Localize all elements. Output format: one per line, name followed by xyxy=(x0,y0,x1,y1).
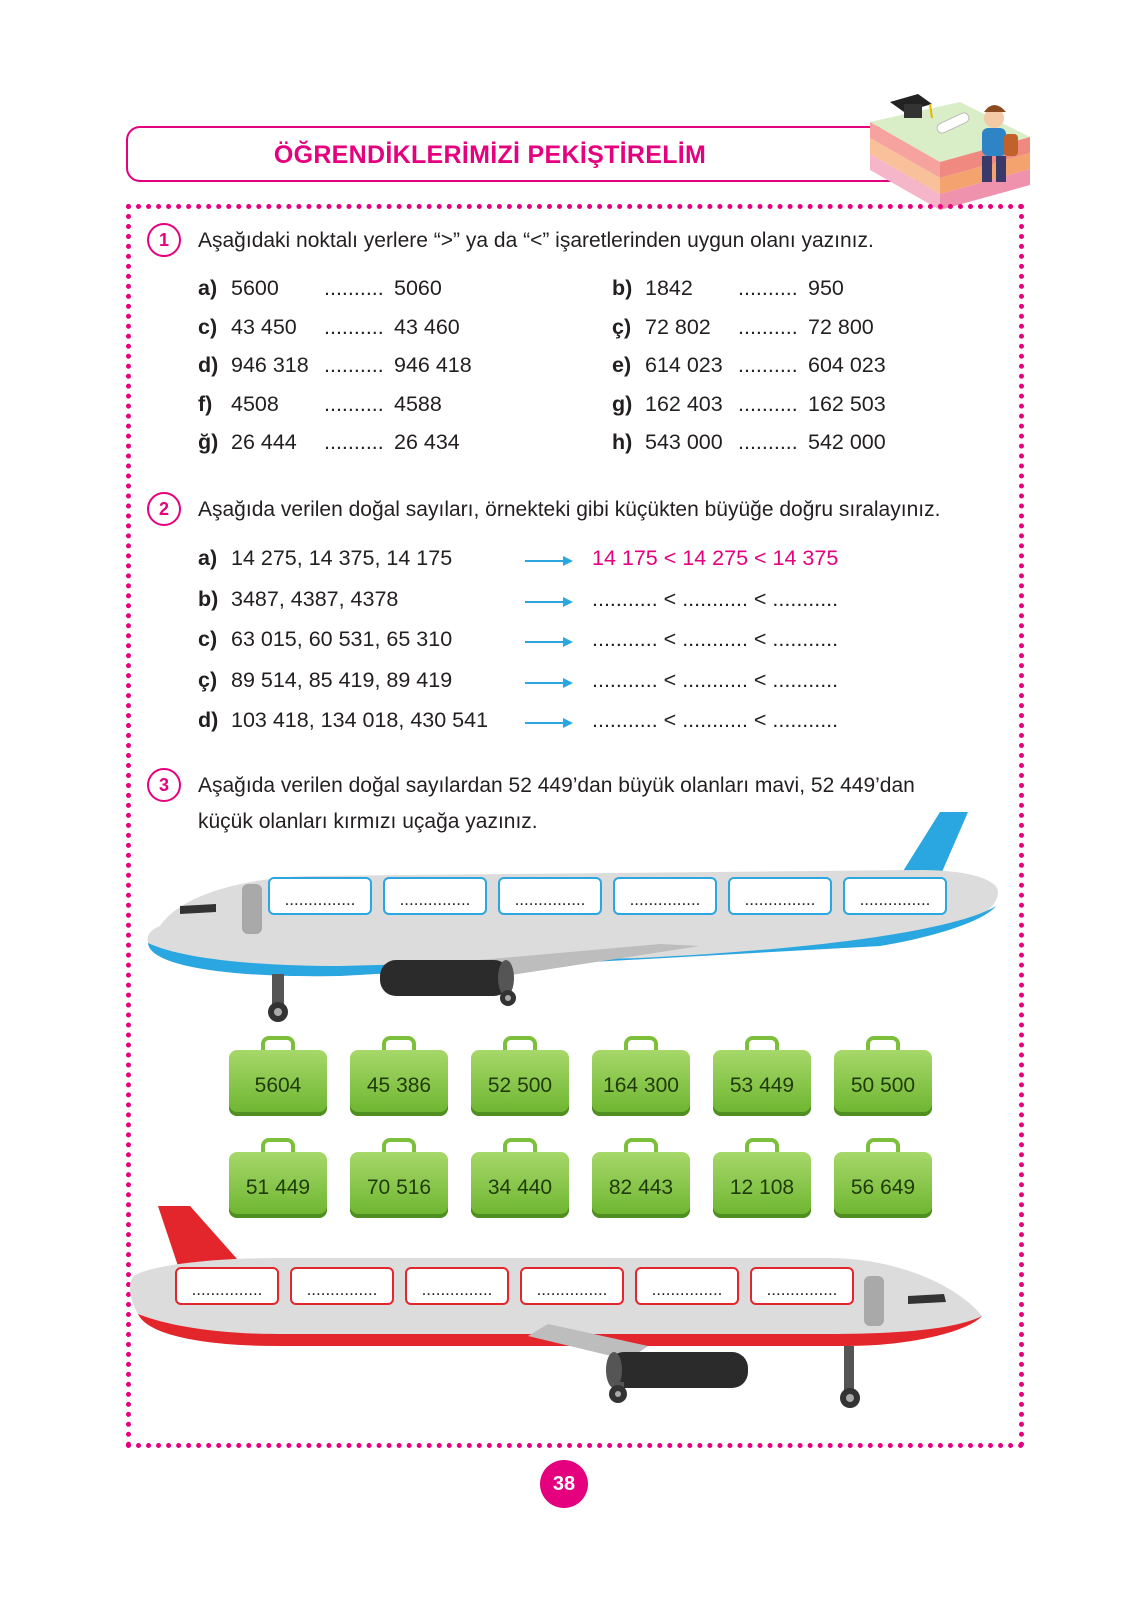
suitcase xyxy=(471,1036,569,1116)
suitcase xyxy=(592,1138,690,1218)
arrow-right-icon xyxy=(525,555,573,567)
compare-left-number: 1842 xyxy=(645,276,693,300)
suitcase-number: 45 386 xyxy=(366,1074,432,1097)
compare-right-number: 26 434 xyxy=(394,430,460,454)
compare-dots[interactable]: .......... xyxy=(738,430,798,454)
compare-dots[interactable]: .......... xyxy=(324,276,384,300)
suitcase xyxy=(350,1036,448,1116)
order-item-label: a) xyxy=(198,546,218,570)
suitcase xyxy=(592,1036,690,1116)
question-number-1: 1 xyxy=(147,223,181,257)
compare-left-number: 614 023 xyxy=(645,353,723,377)
compare-right-number: 43 460 xyxy=(394,314,460,339)
suitcase-number: 52 500 xyxy=(487,1074,553,1097)
compare-left-number: 43 450 xyxy=(231,314,297,339)
question-2-instruction: Aşağıda verilen doğal sayıları, örnekteki gibi küçükten büyüğe doğru sıralayınız. xyxy=(198,498,941,521)
suitcase-number: 70 516 xyxy=(366,1176,432,1199)
order-item-label: c) xyxy=(198,627,218,651)
compare-item-label: a) xyxy=(198,276,218,300)
compare-dots[interactable]: .......... xyxy=(324,391,384,416)
order-item-label: b) xyxy=(198,586,219,611)
question-3-instruction-line1: Aşağıda verilen doğal sayılardan 52 449’dan büyük olanları mavi, 52 449’dan xyxy=(198,774,915,797)
blue-airplane xyxy=(140,808,1000,1028)
compare-right-number: 950 xyxy=(808,276,844,300)
arrow-right-icon xyxy=(525,596,573,608)
compare-dots[interactable]: .......... xyxy=(738,314,798,339)
arrow-right-icon xyxy=(525,677,573,689)
compare-item-label: b) xyxy=(612,276,633,300)
suitcase xyxy=(229,1138,327,1218)
suitcase-number: 5604 xyxy=(254,1074,302,1097)
answer-blank[interactable]: ........... < ........... < ........... xyxy=(592,708,839,732)
red-plane-answer-slot[interactable]: ............... xyxy=(175,1267,279,1305)
suitcase xyxy=(834,1036,932,1116)
red-plane-answer-slot[interactable]: ............... xyxy=(635,1267,739,1305)
blue-plane-answer-slot[interactable]: ............... xyxy=(613,877,717,915)
question-1-instruction: Aşağıdaki noktalı yerlere “>” ya da “<” işaretlerinden uygun olanı yazınız. xyxy=(198,229,874,252)
red-plane-answer-slot[interactable]: ............... xyxy=(750,1267,854,1305)
order-numbers: 103 418, 134 018, 430 541 xyxy=(231,708,489,732)
red-plane-answer-slot[interactable]: ............... xyxy=(520,1267,624,1305)
suitcase-number: 12 108 xyxy=(729,1176,795,1199)
compare-right-number: 542 000 xyxy=(808,430,886,454)
suitcase xyxy=(229,1036,327,1116)
compare-item-label: d) xyxy=(198,353,219,377)
question-number-2: 2 xyxy=(147,492,181,526)
question-number-3: 3 xyxy=(147,768,181,802)
suitcase-number: 164 300 xyxy=(603,1074,679,1097)
compare-right-number: 604 023 xyxy=(808,353,886,377)
compare-item-label: h) xyxy=(612,430,633,454)
arrow-right-icon xyxy=(525,636,573,648)
suitcase-number: 34 440 xyxy=(487,1176,553,1199)
example-answer: 14 175 < 14 275 < 14 375 xyxy=(592,546,839,570)
suitcase-number: 82 443 xyxy=(608,1176,674,1199)
compare-left-number: 72 802 xyxy=(645,314,711,339)
compare-left-number: 543 000 xyxy=(645,430,723,454)
compare-item-label: ğ) xyxy=(198,430,219,454)
answer-blank[interactable]: ........... < ........... < ........... xyxy=(592,586,839,611)
order-item-label: ç) xyxy=(198,667,218,692)
compare-item-label: g) xyxy=(612,391,633,416)
order-numbers: 3487, 4387, 4378 xyxy=(231,586,399,611)
compare-dots[interactable]: .......... xyxy=(324,353,384,377)
compare-right-number: 162 503 xyxy=(808,391,886,416)
compare-dots[interactable]: .......... xyxy=(324,430,384,454)
suitcase xyxy=(350,1138,448,1218)
red-plane-answer-slot[interactable]: ............... xyxy=(290,1267,394,1305)
page-number: 38 xyxy=(540,1460,588,1508)
order-numbers: 14 275, 14 375, 14 175 xyxy=(231,546,453,570)
compare-dots[interactable]: .......... xyxy=(738,353,798,377)
compare-left-number: 946 318 xyxy=(231,353,309,377)
section-title: ÖĞRENDİKLERİMİZİ PEKİŞTİRELİM xyxy=(273,141,707,169)
question-3-instruction-line2: küçük olanları kırmızı uçağa yazınız. xyxy=(198,810,538,833)
compare-dots[interactable]: .......... xyxy=(738,276,798,300)
suitcase-number: 51 449 xyxy=(245,1176,311,1199)
suitcase-number: 50 500 xyxy=(850,1074,916,1097)
compare-dots[interactable]: .......... xyxy=(738,391,798,416)
compare-item-label: ç) xyxy=(612,314,632,339)
order-item-label: d) xyxy=(198,708,219,732)
section-title-box xyxy=(126,126,994,182)
compare-right-number: 4588 xyxy=(394,391,442,416)
books-student-illustration xyxy=(870,82,1040,222)
blue-plane-answer-slot[interactable]: ............... xyxy=(728,877,832,915)
suitcase xyxy=(713,1138,811,1218)
arrow-right-icon xyxy=(525,717,573,729)
answer-blank[interactable]: ........... < ........... < ........... xyxy=(592,627,839,651)
compare-right-number: 946 418 xyxy=(394,353,472,377)
compare-right-number: 5060 xyxy=(394,276,442,300)
compare-left-number: 4508 xyxy=(231,391,279,416)
suitcase xyxy=(713,1036,811,1116)
compare-item-label: c) xyxy=(198,314,218,339)
blue-plane-answer-slot[interactable]: ............... xyxy=(498,877,602,915)
compare-left-number: 5600 xyxy=(231,276,279,300)
red-plane-answer-slot[interactable]: ............... xyxy=(405,1267,509,1305)
suitcase-number: 53 449 xyxy=(729,1074,795,1097)
order-numbers: 89 514, 85 419, 89 419 xyxy=(231,667,453,692)
order-numbers: 63 015, 60 531, 65 310 xyxy=(231,627,453,651)
suitcase xyxy=(471,1138,569,1218)
answer-blank[interactable]: ........... < ........... < ........... xyxy=(592,667,839,692)
compare-item-label: e) xyxy=(612,353,632,377)
compare-left-number: 26 444 xyxy=(231,430,297,454)
blue-plane-answer-slot[interactable]: ............... xyxy=(383,877,487,915)
blue-plane-answer-slot[interactable]: ............... xyxy=(843,877,947,915)
suitcase xyxy=(834,1138,932,1218)
compare-left-number: 162 403 xyxy=(645,391,723,416)
compare-item-label: f) xyxy=(198,391,213,416)
suitcase-number: 56 649 xyxy=(850,1176,916,1199)
compare-dots[interactable]: .......... xyxy=(324,314,384,339)
compare-right-number: 72 800 xyxy=(808,314,874,339)
blue-plane-answer-slot[interactable]: ............... xyxy=(268,877,372,915)
